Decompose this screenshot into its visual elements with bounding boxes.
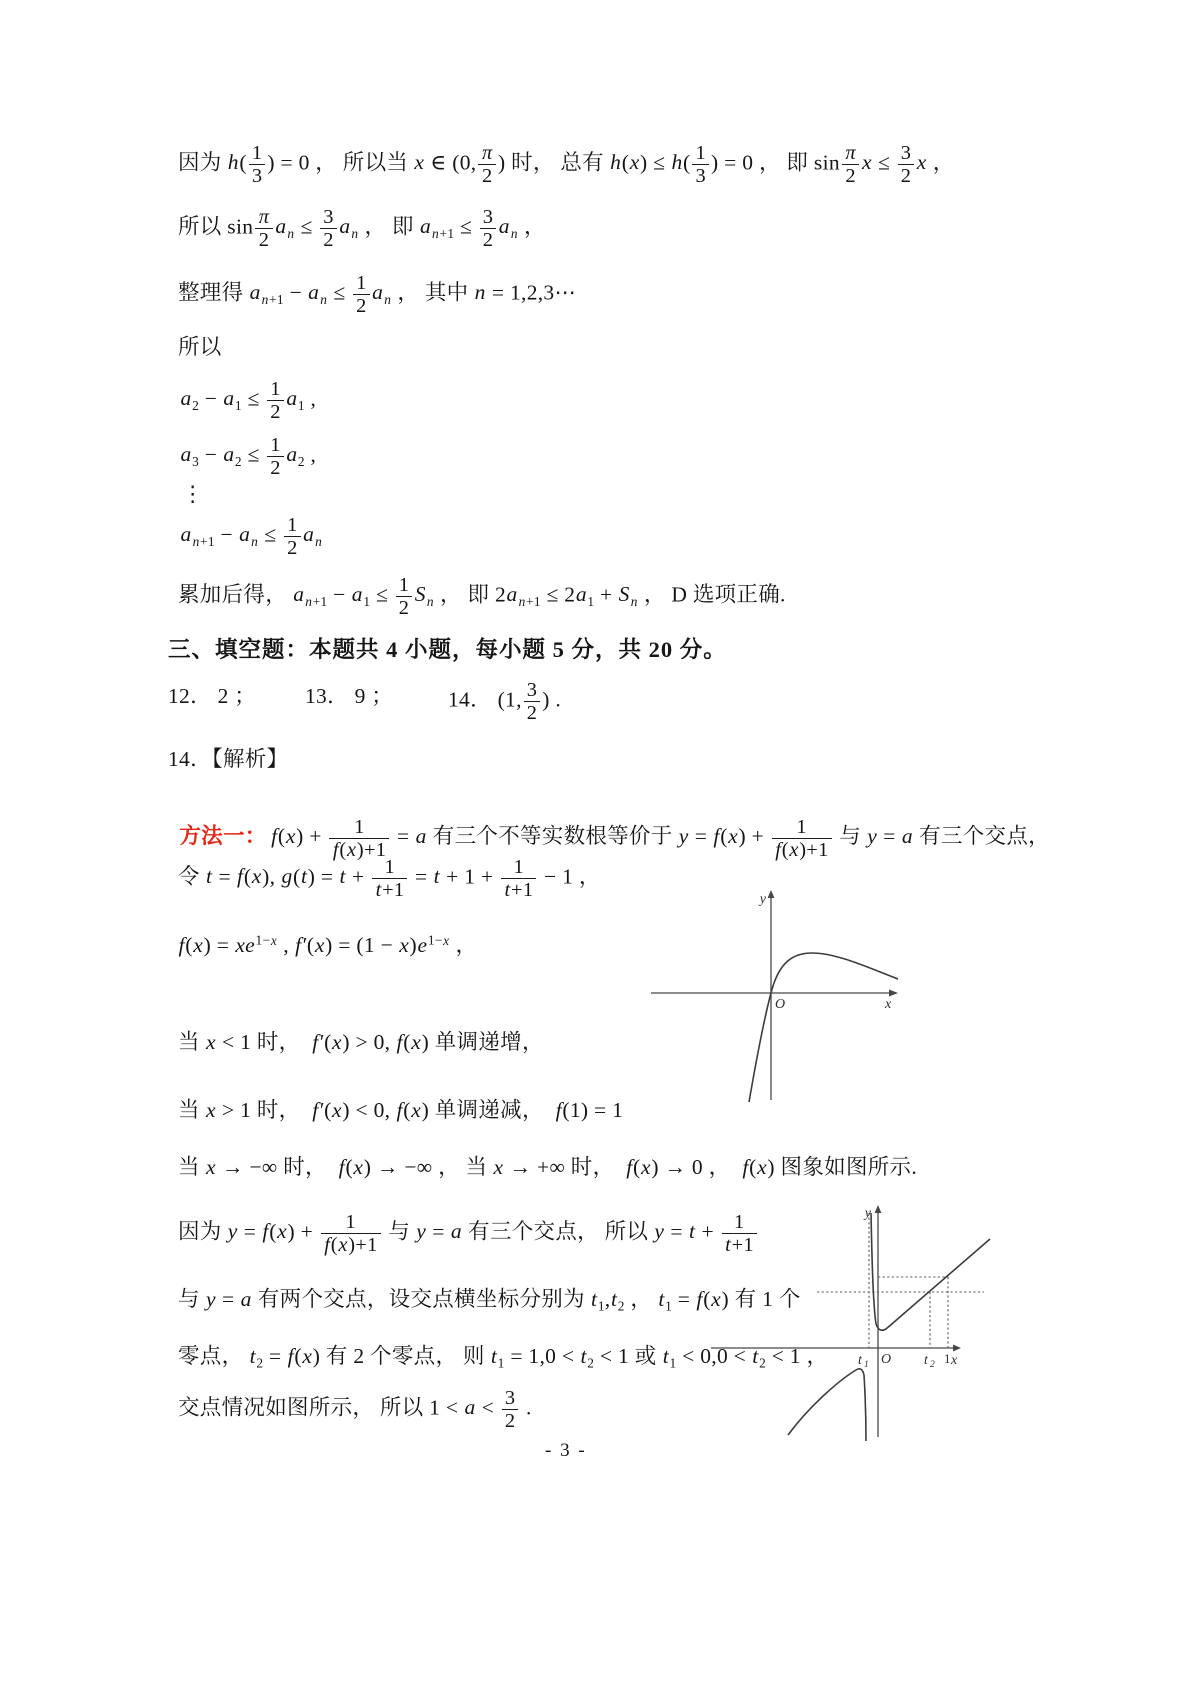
origin-label: O (881, 1352, 892, 1367)
solution-line-21: 零点， $t_2 = f(x)$ 有 2 个零点， 则 $t_1 = 1,0 < t_2 < 1$ 或 $t_1 < 0,0 < t_2 < 1$ ， (178, 1344, 829, 1371)
x-axis-label: x (951, 1353, 958, 1368)
y-axis-arrow (768, 890, 775, 898)
vertical-dots: ⋮ (182, 482, 204, 506)
solution-line-18: 当 x → −∞ 时， f(x) → −∞ ， 当 x → +∞ 时， f(x) → 0 ， f(x) 图象如图所示. (178, 1155, 918, 1179)
one-tick-label: 1 (944, 1351, 951, 1366)
solution-line-15: $f(x) = xe^{1-x}$ , $f'(x) = (1 - x)e^{1-x}$ ， (178, 932, 478, 957)
figure-fx-graph (645, 888, 901, 1104)
solution-line-02: 所以 sin $\frac{\pi}{2}$ $a_n$ ≤ $\frac{3}{2}$ $a_n$ ， 即 $a_{n+1}$ ≤ $\frac{3}{2}$ $a_n$ ， (178, 206, 546, 252)
answer-12: 12． 2 ； (168, 684, 257, 708)
y-axis-arrow (875, 1205, 882, 1213)
gt-curve-left-branch (788, 1369, 866, 1441)
solution-line-03: 整理得 $a_{n+1} - a_n$ ≤ $\frac{1}{2}$ $a_n$ ， 其中 n = 1,2,3⋯ (178, 272, 577, 318)
t1-label-index: 1 (864, 1360, 869, 1370)
solution-line-06: $a_3 - a_2$ ≤ $\frac{1}{2}$ $a_2$ , (180, 434, 317, 480)
solution-line-08: $a_{n+1} - a_n$ ≤ $\frac{1}{2}$ $a_n$ (180, 514, 323, 560)
t2-label-index: 2 (930, 1360, 935, 1370)
solution-line-22: 交点情况如图所示， 所以 1 < a < $\frac{3}{2}$ . (178, 1387, 532, 1433)
x-axis-label: x (885, 997, 892, 1012)
solution-line-04: 所以 (178, 335, 222, 359)
method-one-label: 方法一： (179, 824, 267, 849)
t2-label: t (924, 1353, 928, 1368)
figure-gt-graph (703, 1203, 995, 1443)
solution-line-19: 因为 y = f(x) + $\frac{1}{f(x)+1}$ 与 y = a 有三个交点， 所以 y = t + $\frac{1}{t+1}$ (178, 1211, 759, 1256)
gt-curve-right-branch (871, 1213, 990, 1330)
answer-13: 13． 9 ； (305, 684, 394, 708)
page-number: - 3 - (545, 1440, 587, 1461)
solution-line-16: 当 x < 1 时， f′(x) > 0, f(x) 单调递增， (178, 1030, 544, 1054)
solution-line-20: 与 y = a 有两个交点，设交点横坐标分别为 $t_1,t_2$ ， $t_1 = f(x)$ 有 1 个 (178, 1287, 801, 1314)
origin-label: O (775, 997, 786, 1012)
answer-14: 14． (1, $\frac{3}{2}$ ) . (448, 679, 562, 725)
solution-line-13 (168, 791, 1050, 861)
t1-label: t (858, 1353, 862, 1368)
y-axis-label: y (759, 892, 766, 907)
solution-line-14: 令 t = f(x), g(t) = t + $\frac{1}{t+1}$ = t + 1 + $\frac{1}{t+1}$ − 1 ， (178, 856, 601, 902)
x-axis-arrow (953, 1345, 961, 1352)
solution-line-17: 当 x > 1 时， f′(x) < 0, f(x) 单调递减， f(1) = 1 (178, 1098, 624, 1122)
analysis-heading: 14．【解析】 (168, 747, 289, 771)
solution-line-01: 因为 h( $\frac{1}{3}$ ) = 0 ， 所以当 x ∈ (0, $\frac{\pi}{2}$ ) 时， 总有 h(x) ≤ h( $\frac{1}{3}$ ) = 0 ， 即 sin $\frac{\pi}{2}$ x ≤ $\frac{3}{2}$ x ， (178, 142, 955, 188)
x-axis-arrow (889, 990, 898, 997)
method-one-text: f(x) + $\frac{1}{f(x)+1}$ = a 有三个不等实数根等价于 y = f(x) + $\frac{1}{f(x)+1}$ 与 y = a 有三个交点， (271, 816, 1050, 862)
section-heading: 三、填空题：本题共 4 小题，每小题 5 分，共 20 分。 (168, 637, 727, 662)
y-axis-label: y (864, 1206, 871, 1221)
solution-line-09: 累加后得， $a_{n+1} - a_1$ ≤ $\frac{1}{2}$ $S_n$ ， 即 $2a_{n+1} \le 2a_1 + S_n$ ， D 选项正确. (178, 574, 786, 620)
solution-line-05: $a_2 - a_1$ ≤ $\frac{1}{2}$ $a_1$ , (180, 378, 317, 424)
